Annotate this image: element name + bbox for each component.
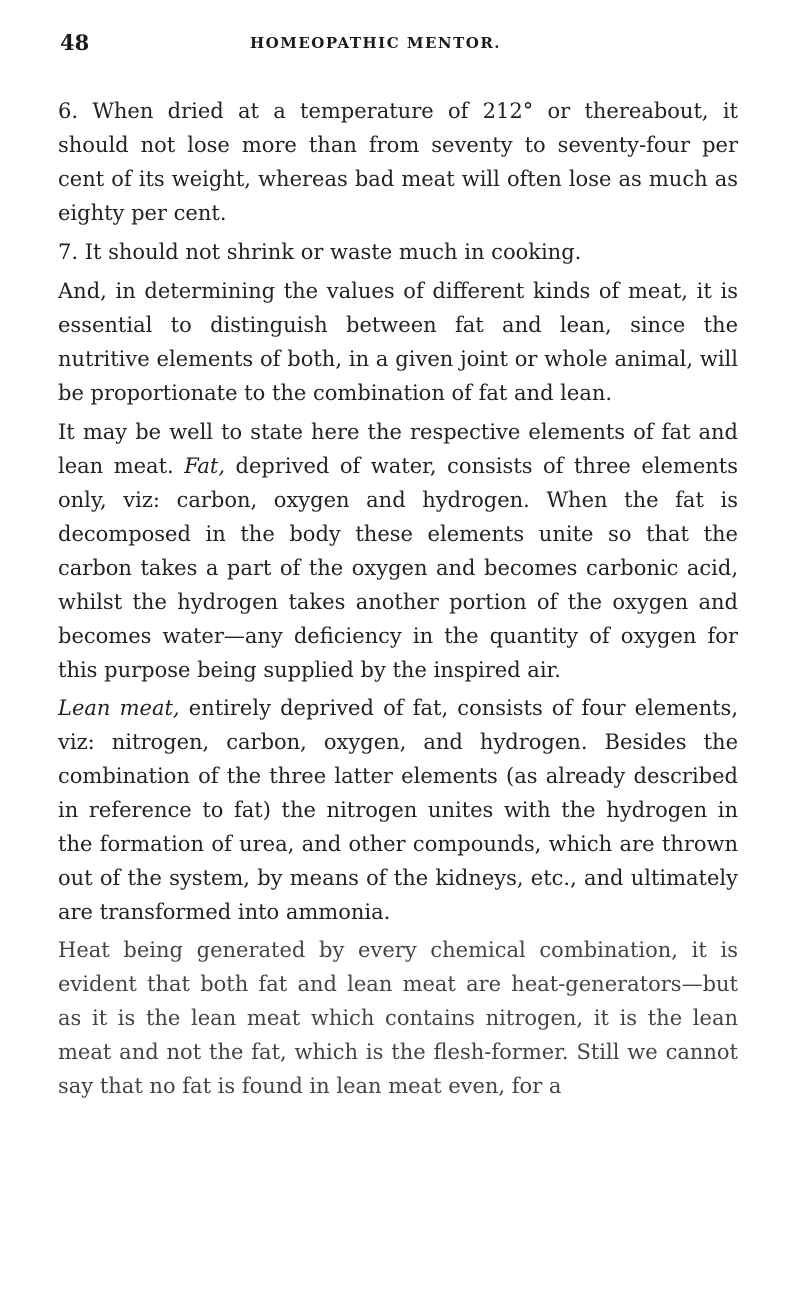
body-text [58, 94, 738, 1103]
paragraph-fat-elements [58, 415, 738, 687]
paragraph-point-7: 7. It should not shrink or waste much in cooking. [58, 240, 582, 264]
term-lean-meat: Lean meat, [58, 696, 180, 720]
term-fat: Fat, [184, 454, 225, 478]
paragraph-body: entirely deprived of fat, consists of four elements, viz: nitrogen, carbon, oxygen, and hydrogen. Besides the combination of the three latter elements (as already described in reference to fat) the nitrogen unites with the hydrogen in the formation of urea, and other compounds, which are thrown out of the system, by means of the kidneys, etc., and ultimately are transformed into ammonia. [58, 696, 738, 924]
paragraph-point-6: 6. When dried at a temperature of 212° or thereabout, it should not lose more than from seventy to seventy-four per cent of its weight, whereas bad meat will often lose as much as eighty per cent. [58, 99, 738, 225]
paragraph-lean-meat [58, 691, 738, 929]
page-number: 48 [60, 30, 90, 55]
page-header [40, 16, 760, 56]
paragraph-lead: It may be well to state here the respective elements of fat and lean meat. [58, 420, 738, 478]
running-title: HOMEOPATHIC MENTOR. [250, 34, 502, 52]
paragraph-body: deprived of water, consists of three elements only, viz: carbon, oxygen and hydrogen. When the fat is decomposed in the body these elements unite so that the carbon takes a part of the oxygen and becomes carbonic acid, whilst the hydrogen takes another portion of the oxygen and becomes water—any deficiency in the quantity of oxygen for this purpose being supplied by the inspired air. [58, 454, 738, 682]
paragraph-fat-and-lean: And, in determining the values of different kinds of meat, it is essential to distinguish between fat and lean, since the nutritive elements of both, in a given joint or whole animal, will be proportionate to the combination of fat and lean. [58, 279, 738, 405]
paragraph-heat: Heat being generated by every chemical combination, it is evident that both fat and lean meat are heat-generators—but as it is the lean meat which contains nitrogen, it is the lean meat and not the fat, which is the flesh-former. Still we cannot say that no fat is found in lean meat even, for a [58, 938, 738, 1098]
